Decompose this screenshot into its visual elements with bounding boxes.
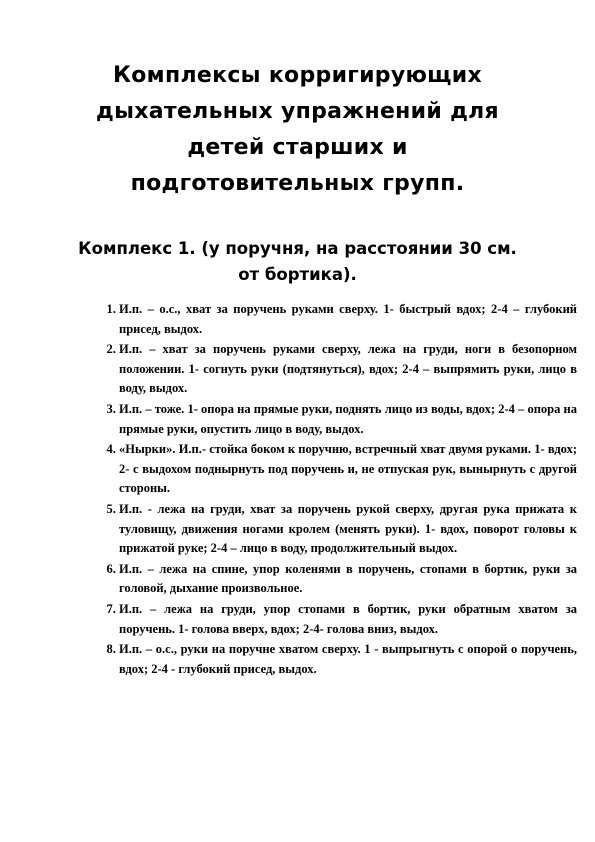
page-title: Комплексы корригирующих дыхательных упражнений для детей старших и подготовительных групп. <box>96 63 499 196</box>
exercise-item-3: 3. И.п. – тоже. 1- опора на прямые руки, поднять лицо из воды, вдох; 2-4 – опора на прямые руки, опустить лицо в воду, выдох. <box>119 400 577 439</box>
exercise-item-7: 7. И.п. – лежа на груди, упор стопами в бортик, руки обратным хватом за поручень. 1- голова вверх, вдох; 2-4- голова вниз, выдох. <box>119 600 577 639</box>
exercise-item-1: 1. И.п. – о.с., хват за поручень руками сверху. 1- быстрый вдох; 2-4 – глубокий присед, выдох. <box>119 300 577 339</box>
exercise-item-4: 4. «Нырки». И.п.- стойка боком к поручню, встречный хват двумя руками. 1- вдох; 2- с выдохом поднырнуть под поручень и, не отпуская рук, вынырнуть с другой стороны. <box>119 440 577 499</box>
exercise-item-2: 2. И.п. – хват за поручень руками сверху, лежа на груди, ноги в безопорном положении. 1- согнуть руки (подтянуться), вдох; 2-4 – выпрямить руки, лицо в воду, выдох. <box>119 340 577 399</box>
exercise-item-5: 5. И.п. - лежа на груди, хват за поручень рукой сверху, другая рука прижата к туловищу, движения ногами кролем (менять руки). 1- вдох, поворот головы к прижатой руке; 2-4 – лицо в воду, продолжительный выдох. <box>119 500 577 559</box>
exercise-item-6: 6. И.п. – лежа на спине, упор коленями в поручень, стопами в бортик, руки за головой, дыхание произвольное. <box>119 560 577 599</box>
exercise-list <box>96 300 577 680</box>
complex-heading: Комплекс 1. (у поручня, на расстоянии 30 см. от бортика). <box>78 239 517 284</box>
exercise-item-8: 8. И.п. – о.с., руки на поручне хватом сверху. 1 - выпрыгнуть с опорой о поручень, вдох; 2-4 - глубокий присед, выдох. <box>119 640 577 679</box>
